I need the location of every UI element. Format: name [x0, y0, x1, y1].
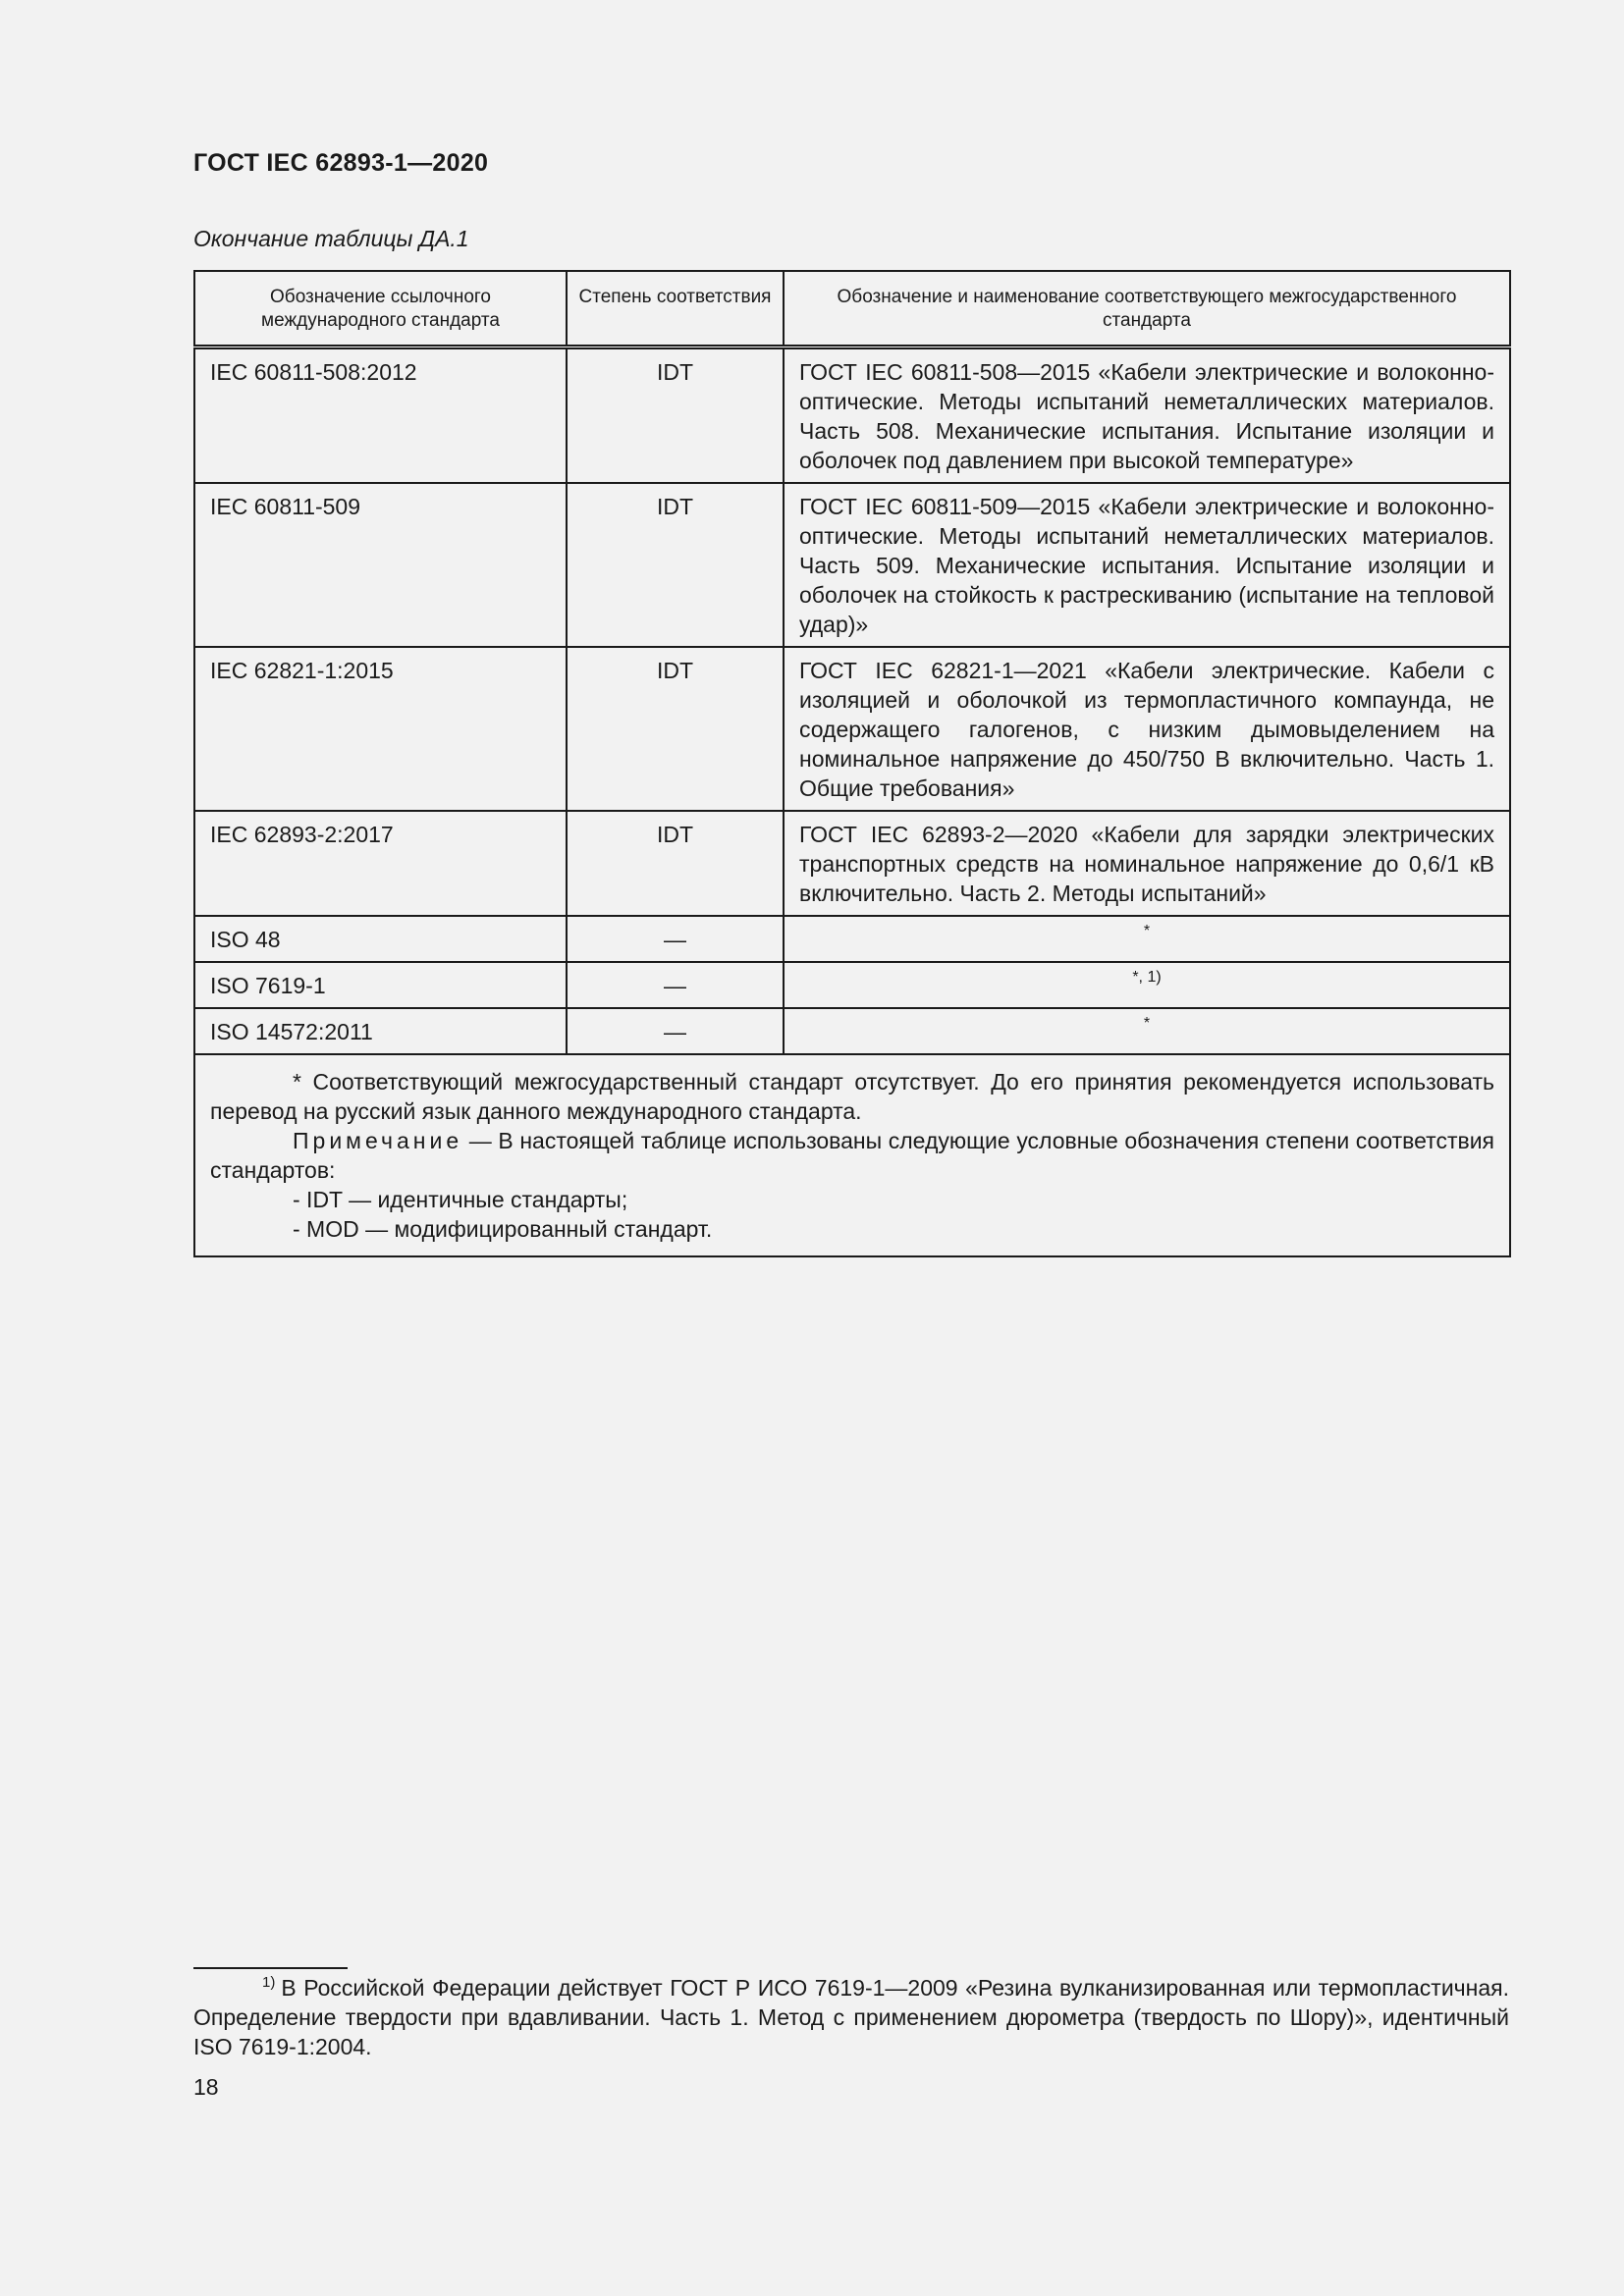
table-row — [194, 916, 1510, 962]
cell-degree: IDT — [567, 483, 784, 647]
cell-national-standard: *, 1) — [784, 962, 1510, 1008]
table-row — [194, 1008, 1510, 1054]
cell-degree: — — [567, 916, 784, 962]
standards-table-container — [193, 270, 1509, 1257]
page-footnote — [193, 1973, 1509, 2061]
cell-degree: IDT — [567, 811, 784, 916]
cell-intl-standard: ISO 14572:2011 — [194, 1008, 567, 1054]
cell-national-standard: ГОСТ IEC 60811-508—2015 «Кабели электрические и волоконно-оптические. Методы испытаний неметаллических материалов. Часть 508. Механические испытания. Испытание изоляции и оболочек под давлением при высокой температуре» — [784, 347, 1510, 484]
table-notes-cell — [194, 1054, 1510, 1256]
cell-national-standard: * — [784, 1008, 1510, 1054]
table-row — [194, 962, 1510, 1008]
footnote-text: В Российской Федерации действует ГОСТ Р ИСО 7619-1—2009 «Резина вулканизированная или термопластичная. Определение твердости при вдавливании. Часть 1. Метод с применением дюрометра (твердость по Шору)», идентичный ISO 7619-1:2004. — [193, 1975, 1509, 2059]
column-header-intl-standard: Обозначение ссылочного международного стандарта — [194, 271, 567, 347]
table-caption: Окончание таблицы ДА.1 — [193, 226, 469, 251]
star-footnote: * Соответствующий межгосударственный стандарт отсутствует. До его принятия рекомендуется использовать перевод на русский язык данного международного стандарта. — [210, 1069, 1494, 1124]
footnote-divider — [193, 1967, 348, 1969]
column-header-national-standard: Обозначение и наименование соответствующего межгосударственного стандарта — [784, 271, 1510, 347]
footnote-marker: 1) — [262, 1974, 276, 1991]
note-list-item: - MOD — модифицированный стандарт. — [293, 1216, 713, 1242]
note-label: Примечание — [293, 1128, 463, 1153]
cell-intl-standard: ISO 48 — [194, 916, 567, 962]
cell-degree: — — [567, 962, 784, 1008]
table-row — [194, 483, 1510, 647]
note-text: — В настоящей таблице использованы следующие условные обозначения степени соответствия стандартов: — [210, 1128, 1494, 1183]
cell-intl-standard: ISO 7619-1 — [194, 962, 567, 1008]
cell-national-standard: * — [784, 916, 1510, 962]
cell-intl-standard: IEC 62893-2:2017 — [194, 811, 567, 916]
table-row — [194, 811, 1510, 916]
standards-correspondence-table — [193, 270, 1511, 1257]
cell-intl-standard: IEC 62821-1:2015 — [194, 647, 567, 811]
cell-degree: IDT — [567, 647, 784, 811]
table-header-row — [194, 271, 1510, 347]
table-row — [194, 647, 1510, 811]
cell-intl-standard: IEC 60811-508:2012 — [194, 347, 567, 484]
cell-national-standard: ГОСТ IEC 60811-509—2015 «Кабели электрические и волоконно-оптические. Методы испытаний неметаллических материалов. Часть 509. Механические испытания. Испытание изоляции и оболочек на стойкость к растрескиванию (испытание на тепловой удар)» — [784, 483, 1510, 647]
table-row — [194, 347, 1510, 484]
table-note — [210, 1126, 1494, 1185]
document-id-header: ГОСТ IEC 62893-1—2020 — [193, 149, 489, 177]
note-list-item: - IDT — идентичные стандарты; — [293, 1187, 628, 1212]
table-notes-row — [194, 1054, 1510, 1256]
column-header-degree: Степень соответствия — [567, 271, 784, 347]
page-number: 18 — [193, 2074, 219, 2100]
cell-degree: — — [567, 1008, 784, 1054]
cell-national-standard: ГОСТ IEC 62821-1—2021 «Кабели электрические. Кабели с изоляцией и оболочкой из термопластичного компаунда, не содержащего галогенов, с низким дымовыделением на номинальное напряжение до 450/750 В включительно. Часть 1. Общие требования» — [784, 647, 1510, 811]
cell-degree: IDT — [567, 347, 784, 484]
cell-intl-standard: IEC 60811-509 — [194, 483, 567, 647]
cell-national-standard: ГОСТ IEC 62893-2—2020 «Кабели для зарядки электрических транспортных средств на номинальное напряжение до 0,6/1 кВ включительно. Часть 2. Методы испытаний» — [784, 811, 1510, 916]
